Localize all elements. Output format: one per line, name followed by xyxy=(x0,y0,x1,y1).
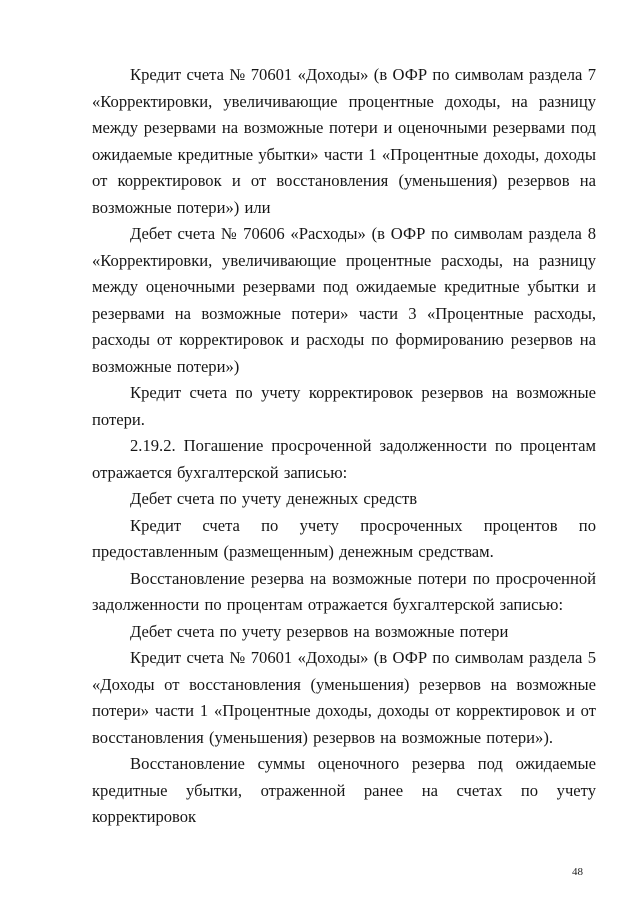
paragraph-debit-reserves: Дебет счета по учету резервов на возможные потери xyxy=(130,621,509,641)
body-text xyxy=(92,62,596,831)
paragraph-debit-70606-section-8: Дебет счета № 70606 «Расходы» (в ОФР по символам раздела 8 «Корректировки, увеличивающие процентные расходы, на разницу между оценочными резервами под ожидаемые кредитные убытки и резервами на возможные потери» части 3 «Процентные расходы, расходы от корректировок и расходы по формированию резервов на возможные потери») xyxy=(92,224,596,376)
paragraph-credit-70601-section-5: Кредит счета № 70601 «Доходы» (в ОФР по символам раздела 5 «Доходы от восстановления (уменьшения) резервов на возможные потери» части 1 «Процентные доходы, доходы от корректировок и от восстановления (уменьшения) резервов на возможные потери»). xyxy=(92,648,596,747)
paragraph-debit-cash: Дебет счета по учету денежных средств xyxy=(130,489,418,508)
paragraph-credit-adjustments: Кредит счета по учету корректировок резервов на возможные потери. xyxy=(92,383,596,429)
page-number: 48 xyxy=(572,866,583,878)
paragraph-estimated-reserve-recovery: Восстановление суммы оценочного резерва под ожидаемые кредитные убытки, отраженной ранее на счетах по учету корректировок xyxy=(92,754,596,826)
paragraph-credit-70601-section-7: Кредит счета № 70601 «Доходы» (в ОФР по символам раздела 7 «Корректировки, увеличивающие процентные доходы, на разницу между резервами на возможные потери и оценочными резервами под ожидаемые кредитные убытки» части 1 «Процентные доходы, доходы от корректировок и от восстановления (уменьшения) резервов на возможные потери») или xyxy=(92,65,596,217)
paragraph-reserve-recovery: Восстановление резерва на возможные потери по просроченной задолженности по процентам отражается бухгалтерской записью: xyxy=(92,568,596,614)
paragraph-section-2-19-2: 2.19.2. Погашение просроченной задолженности по процентам отражается бухгалтерской записью: xyxy=(92,436,596,482)
paragraph-credit-overdue-interest: Кредит счета по учету просроченных процентов по предоставленным (размещенным) денежным средствам. xyxy=(92,515,596,561)
